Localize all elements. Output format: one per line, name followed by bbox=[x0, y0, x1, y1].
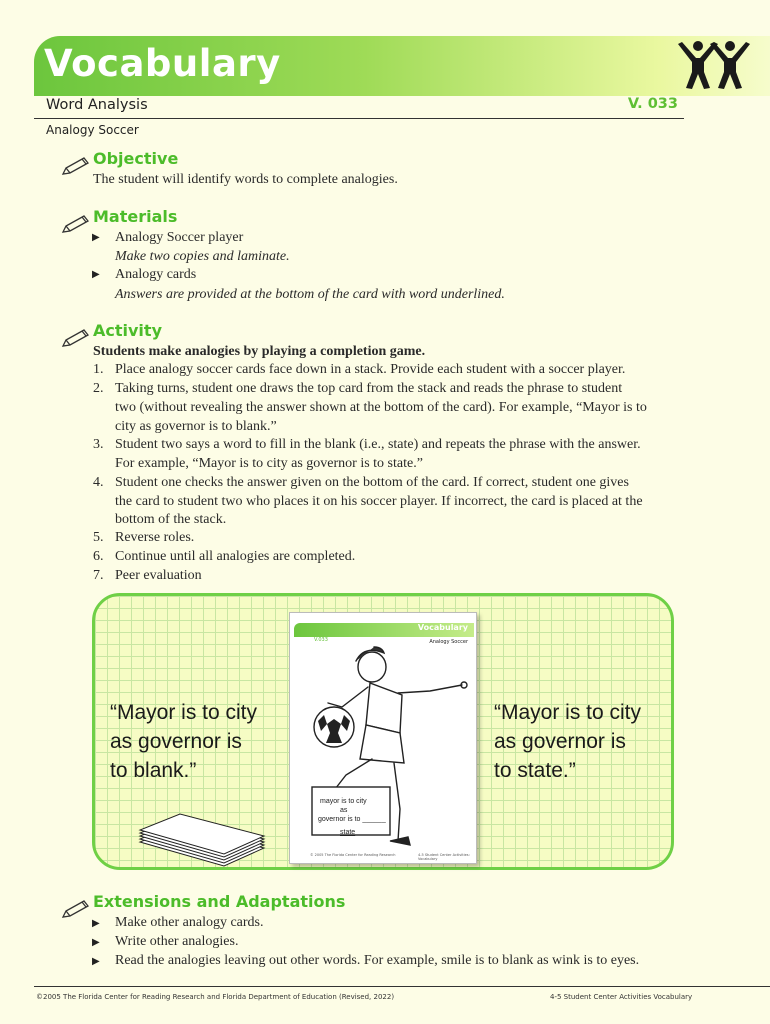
objective-text: The student will identify words to complete analogies. bbox=[93, 172, 398, 187]
step-line: the card to student two who places it on his soccer player. If incorrect, the card is placed at the bbox=[115, 494, 643, 509]
subheader-row bbox=[34, 96, 684, 119]
bullet-icon: ▶ bbox=[92, 918, 100, 929]
quote-left bbox=[110, 698, 257, 785]
extension-item: Write other analogies. bbox=[115, 934, 239, 949]
bullet-icon: ▶ bbox=[92, 937, 100, 948]
bullet-icon: ▶ bbox=[92, 956, 100, 967]
card-code: V.033 bbox=[314, 637, 328, 643]
quote-line: to blank.” bbox=[110, 759, 197, 782]
card-banner-title: Vocabulary bbox=[417, 623, 468, 632]
step-line: Taking turns, student one draws the top card from the stack and reads the phrase to student bbox=[115, 381, 623, 396]
card-box-line: mayor is to city bbox=[320, 798, 367, 805]
step-line: Student two says a word to fill in the blank (i.e., state) and repeats the phrase with the answer. bbox=[115, 437, 641, 452]
material-item: Analogy Soccer player bbox=[115, 230, 244, 245]
step-line: bottom of the stack. bbox=[115, 512, 227, 527]
step-line: Place analogy soccer cards face down in a stack. Provide each student with a soccer player. bbox=[115, 362, 626, 377]
extensions-heading: Extensions and Adaptations bbox=[93, 892, 346, 911]
footer-page-label: 4-5 Student Center Activities Vocabulary bbox=[550, 993, 693, 1001]
card-banner bbox=[294, 623, 474, 637]
activity-name: Analogy Soccer bbox=[46, 123, 139, 137]
footer-copyright: ©2005 The Florida Center for Reading Research and Florida Department of Education (Revised, 2022) bbox=[36, 993, 395, 1001]
quote-line: as governor is bbox=[110, 730, 242, 753]
step-number: 4. bbox=[93, 475, 104, 490]
step-line: city as governor is to blank.” bbox=[115, 419, 277, 434]
bullet-icon: ▶ bbox=[92, 232, 100, 243]
card-footer-right: 4-5 Student Center Activities: Vocabulary bbox=[418, 853, 470, 861]
step-line: Student one checks the answer given on the bottom of the card. If correct, student one gives bbox=[115, 475, 629, 490]
quote-line: “Mayor is to city bbox=[494, 701, 642, 724]
card-stack-icon bbox=[134, 812, 268, 870]
extension-item: Read the analogies leaving out other words. For example, smile is to blank as wink is to eyes. bbox=[115, 953, 640, 968]
material-note: Make two copies and laminate. bbox=[115, 249, 290, 264]
step-number: 7. bbox=[93, 568, 104, 583]
step-number: 2. bbox=[93, 381, 104, 396]
materials-heading: Materials bbox=[93, 207, 178, 226]
step-number: 6. bbox=[93, 549, 104, 564]
card-subtitle: Analogy Soccer bbox=[429, 639, 468, 645]
card-box-line: as bbox=[340, 807, 348, 814]
step-line: Peer evaluation bbox=[115, 568, 202, 583]
activity-code: V. 033 bbox=[627, 96, 678, 112]
bullet-icon: ▶ bbox=[92, 269, 100, 280]
soccer-player-card bbox=[289, 612, 477, 864]
step-number: 5. bbox=[93, 530, 104, 545]
people-icon bbox=[676, 40, 752, 90]
step-line: two (without revealing the answer shown at the bottom of the card). For example, “Mayor is to bbox=[115, 400, 647, 415]
pencil-icon bbox=[60, 213, 92, 235]
activity-heading: Activity bbox=[93, 321, 162, 340]
quote-line: as governor is bbox=[494, 730, 626, 753]
card-box-line: governor is to ______ bbox=[318, 816, 386, 823]
pencil-icon bbox=[60, 898, 92, 920]
step-number: 3. bbox=[93, 437, 104, 452]
step-line: For example, “Mayor is to city as governor is to state.” bbox=[115, 456, 423, 471]
footer-divider bbox=[34, 986, 770, 987]
pencil-icon bbox=[60, 327, 92, 349]
step-line: Reverse roles. bbox=[115, 530, 195, 545]
objective-heading: Objective bbox=[93, 149, 179, 168]
extension-item: Make other analogy cards. bbox=[115, 915, 264, 930]
step-number: 1. bbox=[93, 362, 104, 377]
quote-line: “Mayor is to city bbox=[110, 701, 258, 724]
card-footer-left: © 2005 The Florida Center for Reading Research bbox=[310, 853, 396, 857]
material-note: Answers are provided at the bottom of the card with word underlined. bbox=[115, 287, 505, 302]
activity-intro: Students make analogies by playing a completion game. bbox=[93, 344, 426, 359]
page-title: Vocabulary bbox=[44, 42, 281, 85]
quote-right bbox=[494, 698, 641, 785]
subtitle: Word Analysis bbox=[46, 97, 148, 113]
step-line: Continue until all analogies are completed. bbox=[115, 549, 356, 564]
card-answer: state bbox=[340, 829, 356, 836]
quote-line: to state.” bbox=[494, 759, 576, 782]
pencil-icon bbox=[60, 155, 92, 177]
material-item: Analogy cards bbox=[115, 267, 197, 282]
